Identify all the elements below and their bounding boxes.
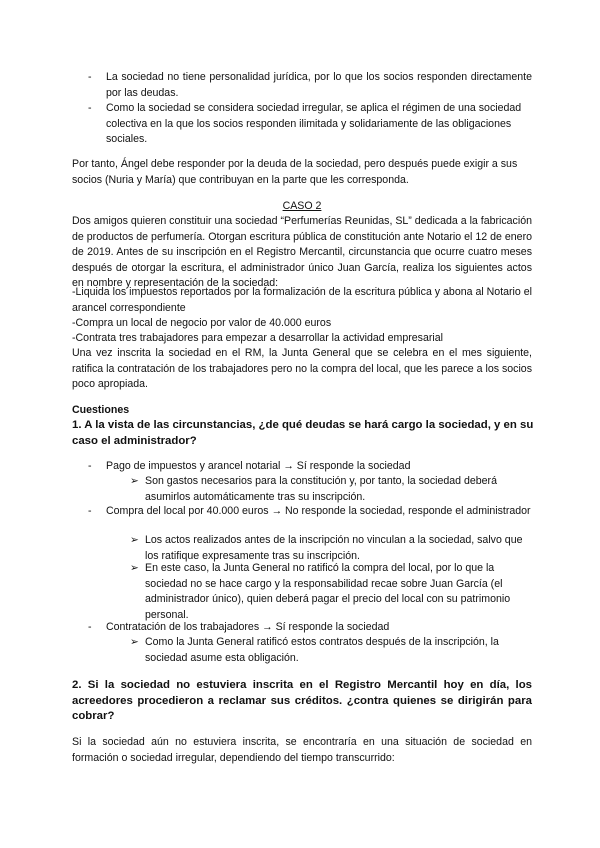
dash-bullet: - <box>88 102 92 114</box>
answer-subitem <box>130 561 530 623</box>
questions-heading: Cuestiones <box>72 404 130 416</box>
answer-heading: Pago de impuestos y arancel notarial → Sí responde la sociedad <box>106 460 411 472</box>
case-statement: Dos amigos quieren constituir una sociedad “Perfumerías Reunidas, SL” dedicada a la fabricación de productos de perfumería. Otorgan escritura pública de constitución ante Notario el 12 de enero de 2019. Antes de su inscripción en el Registro Mercantil, circunstancia que ocurre cuatro meses después de otorgar la escritura, el administrador único Juan García, realiza los siguientes actos en nombre y representación de la sociedad: <box>72 215 532 290</box>
answer-heading: Compra del local por 40.000 euros → No responde la sociedad, responde el administrador <box>106 505 531 517</box>
answer-subitem <box>130 635 530 666</box>
paragraph-conclusion: Por tanto, Ángel debe responder por la deuda de la sociedad, pero después puede exigir a sus socios (Nuria y María) que contribuyan en la parte que les corresponda. <box>72 158 518 186</box>
dash-bullet: - <box>88 505 92 517</box>
answer-item <box>88 504 532 520</box>
arrow-bullet-icon: ➢ <box>130 562 139 574</box>
question-2: 2. Si la sociedad no estuviera inscrita en el Registro Mercantil hoy en día, los acreedores procedieron a reclamar sus créditos. ¿contra quienes se dirigirán para cobrar? <box>72 679 532 723</box>
answer-item <box>88 459 532 475</box>
case-act-2: -Compra un local de negocio por valor de 40.000 euros <box>72 317 332 329</box>
list-item <box>88 101 532 148</box>
answer-subitem-text: Los actos realizados antes de la inscripción no vinculan a la sociedad, salvo que los ratifique expresamente tras su inscripción. <box>145 534 523 562</box>
answer-subitem <box>130 474 530 505</box>
case-act-3: -Contrata tres trabajadores para empezar a desarrollar la actividad empresarial <box>72 332 443 344</box>
answer-heading: Contratación de los trabajadores → Sí responde la sociedad <box>106 621 390 633</box>
answer-item <box>88 620 532 636</box>
question-1: 1. A la vista de las circunstancias, ¿de qué deudas se hará cargo la sociedad, y en su caso el administrador? <box>72 419 534 447</box>
arrow-bullet-icon: ➢ <box>130 475 139 487</box>
arrow-bullet-icon: ➢ <box>130 636 139 648</box>
list-item-text: Como la sociedad se considera sociedad irregular, se aplica el régimen de una sociedad colectiva en la que los socios responden ilimitada y solidariamente de las obligaciones sociales. <box>106 102 522 146</box>
case-title: CASO 2 <box>282 200 322 212</box>
answer-subitem <box>130 533 530 564</box>
list-item <box>88 70 532 101</box>
answer-subitem-text: Como la Junta General ratificó estos contratos después de la inscripción, la sociedad asume esta obligación. <box>145 636 499 664</box>
paragraph-final: Si la sociedad aún no estuviera inscrita, se encontraría en una situación de sociedad en formación o sociedad irregular, dependiendo del tiempo transcurrido: <box>72 736 532 764</box>
case-act-1: -Liquida los impuestos reportados por la formalización de la escritura pública y abona al Notario el arancel correspondiente <box>72 286 532 314</box>
list-item-text: La sociedad no tiene personalidad jurídica, por lo que los socios responden directamente por las deudas. <box>106 71 532 99</box>
dash-bullet: - <box>88 460 92 472</box>
dash-bullet: - <box>88 71 92 83</box>
arrow-bullet-icon: ➢ <box>130 534 139 546</box>
dash-bullet: - <box>88 621 92 633</box>
case-ratification: Una vez inscrita la sociedad en el RM, la Junta General que se celebra en el mes siguiente, ratifica la contratación de los trabajadores pero no la compra del local, que les parece a los socios poco apropiada. <box>72 347 532 391</box>
answer-subitem-text: Son gastos necesarios para la constitución y, por tanto, la sociedad deberá asumirlos automáticamente tras su inscripción. <box>145 475 497 503</box>
answer-subitem-text: En este caso, la Junta General no ratificó la compra del local, por lo que la sociedad no se hace cargo y la responsabilidad recae sobre Juan García (el administrador único), quien deberá pagar el precio del local con su patrimonio personal. <box>145 562 511 621</box>
